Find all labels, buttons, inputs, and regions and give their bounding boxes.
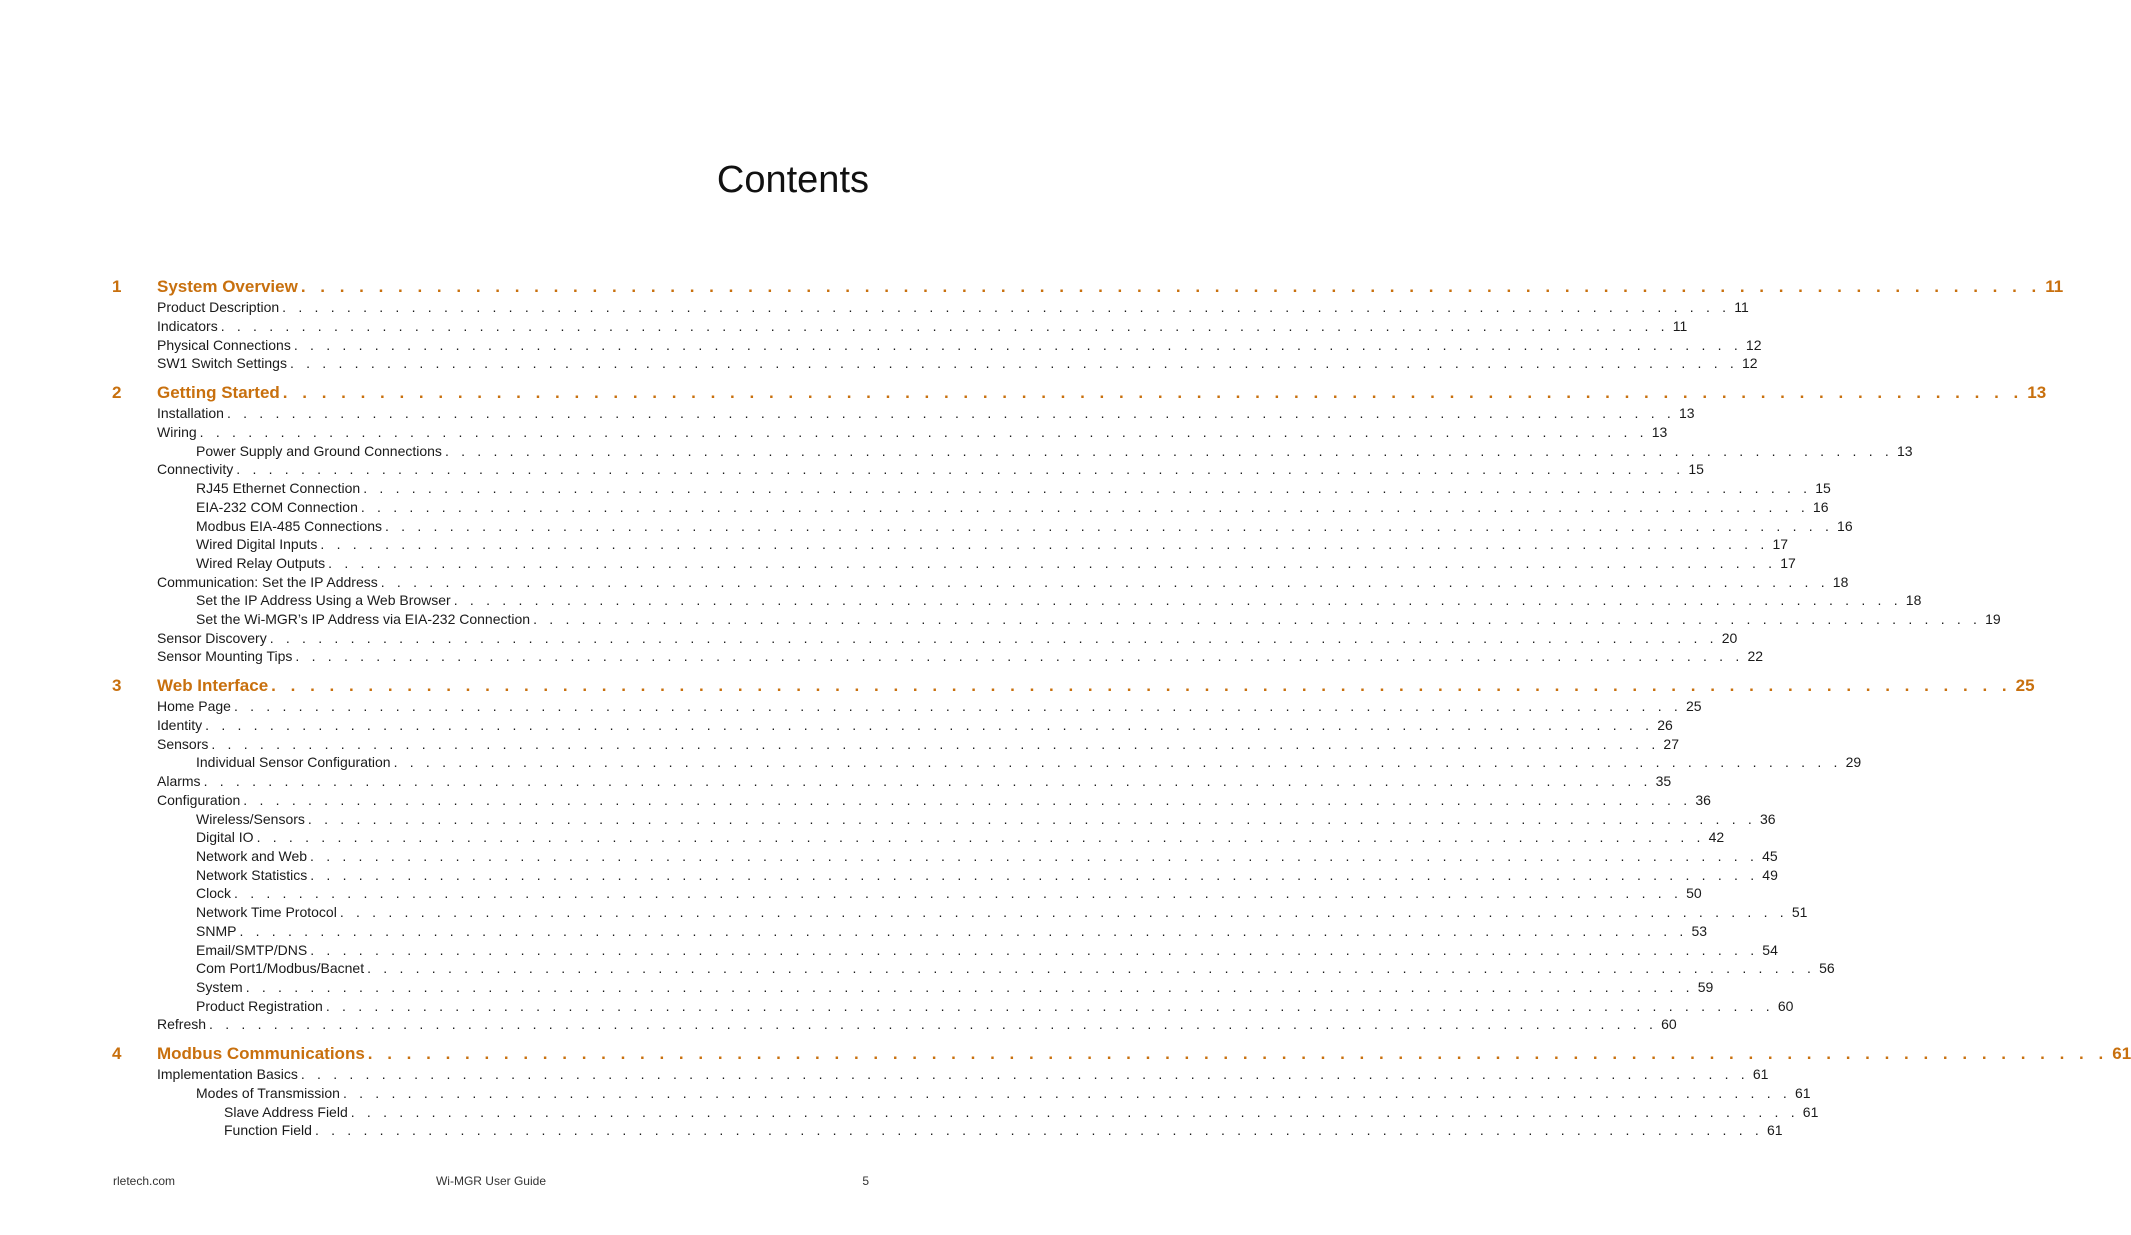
toc-entry[interactable]: [196, 554, 1796, 572]
entry-page: 61: [1752, 1066, 1769, 1082]
dot-leader: . . . . . . . . . . . . . . . . . . . . . . . . . . . . . . . . . . . . . . . . . . . . . . . . . . . . . . . . . . . . . . . . . . . . . . . . . . . . . . . . . . . . . . . . . .: [360, 499, 1809, 515]
dot-leader: . . . . . . . . . . . . . . . . . . . . . . . . . . . . . . . . . . . . . . . . . . . . . . . . . . . . . . . . . . . . . . . . . . . . . . . . . . . . . . . . . . . . . . . . . .: [300, 1066, 1749, 1082]
entry-title: Function Field: [224, 1122, 312, 1138]
entry-page: 13: [1678, 405, 1695, 421]
entry-title: Sensor Discovery: [157, 630, 267, 646]
toc-entry[interactable]: [157, 791, 1711, 809]
toc-entry[interactable]: [224, 1121, 1783, 1139]
entry-page: 49: [1762, 867, 1778, 883]
entry-page: 50: [1686, 885, 1702, 901]
dot-leader: . . . . . . . . . . . . . . . . . . . . . . . . . . . . . . . . . . . . . . . . . . . . . . . . . . . . . . . . . . . . . . . . . . . . . . . . . . . . . . . . . . . . . . . . . .: [310, 867, 1759, 883]
entry-title: Wired Relay Outputs: [196, 555, 326, 571]
chapter-page: 61: [2112, 1044, 2131, 1063]
entry-title: Product Registration: [196, 998, 323, 1014]
toc-entry[interactable]: [196, 591, 1922, 609]
entry-title: Identity: [157, 717, 203, 733]
entry-page: 19: [1985, 611, 2001, 627]
toc-entry[interactable]: [196, 498, 1829, 516]
chapter-page: 13: [2027, 383, 2047, 402]
entry-page: 13: [1896, 443, 1913, 459]
chapter-number: 2: [112, 383, 122, 402]
toc-entry[interactable]: [157, 1065, 1769, 1083]
entry-title: Com Port1/Modbus/Bacnet: [196, 960, 365, 976]
toc-entry[interactable]: [157, 735, 1679, 753]
toc-entry[interactable]: [196, 442, 1913, 460]
entry-page: 22: [1747, 648, 1764, 664]
entry-title: Modes of Transmission: [196, 1085, 340, 1101]
entry-title: Indicators: [157, 318, 218, 334]
entry-page: 18: [1832, 574, 1849, 590]
dot-leader: . . . . . . . . . . . . . . . . . . . . . . . . . . . . . . . . . . . . . . . . . . . . . . . . . . . . . . . . . . . . . . . . . . . . . . . . . . . . . . . . . . . . . . . . . .: [444, 443, 1893, 459]
entry-title: RJ45 Ethernet Connection: [196, 480, 361, 496]
entry-page: 12: [1741, 355, 1758, 371]
chapter-number: 4: [112, 1044, 122, 1063]
chapter-title: System Overview: [157, 277, 298, 296]
entry-title: Wireless/Sensors: [196, 811, 305, 827]
footer-page-number: 5: [862, 1174, 869, 1188]
entry-title: Clock: [196, 885, 232, 901]
entry-title: Set the Wi-MGR’s IP Address via EIA-232 Connection: [196, 611, 531, 627]
entry-page: 18: [1905, 592, 1922, 608]
entry-title: Physical Connections: [157, 337, 291, 353]
toc-entry[interactable]: [196, 884, 1702, 902]
toc-entry[interactable]: [157, 1015, 1677, 1033]
entry-page: 35: [1655, 773, 1672, 789]
page-title: Contents: [716, 159, 869, 201]
dot-leader: . . . . . . . . . . . . . . . . . . . . . . . . . . . . . . . . . . . . . . . . . . . . . . . . . . . . . . . . . . . . . . . . . . . . . . . . . . . . . . . . . . . . . . . . . .: [205, 717, 1654, 733]
toc-entry[interactable]: [196, 959, 1835, 977]
entry-page: 54: [1762, 942, 1778, 958]
dot-leader: . . . . . . . . . . . . . . . . . . . . . . . . . . . . . . . . . . . . . . . . . . . . . . . . . . . . . . . . . . . . . . . . . . . . . . . . . . . . . . . . . . . . . . . . . .: [320, 536, 1769, 552]
entry-page: 20: [1721, 630, 1738, 646]
dot-leader: . . . . . . . . . . . . . . . . . . . . . . . . . . . . . . . . . . . . . . . . . . . . . . . . . . . . . . . . . . . . . . . . . . . . . . . . . . . . . . . . . . . . . . . . . .: [211, 736, 1660, 752]
entry-title: Digital IO: [196, 829, 254, 845]
entry-page: 27: [1663, 736, 1679, 752]
toc-entry[interactable]: [196, 866, 1778, 884]
dot-leader: . . . . . . . . . . . . . . . . . . . . . . . . . . . . . . . . . . . . . . . . . . . . . . . . . . . . . . . . . . . . . . . . . . . . . . . . . . . . . . . . . . . . . . . . . .: [310, 848, 1759, 864]
dot-leader: . . . . . . . . . . . . . . . . . . . . . . . . . . . . . . . . . . . . . . . . . . . . . . . . . . . . . . . . . . . . . . . . . . . . . . . . . . . . . . . . . . . . . . . . . .: [245, 979, 1694, 995]
dot-leader: . . . . . . . . . . . . . . . . . . . . . . . . . . . . . . . . . . . . . . . . . . . . . . . . . . . . . . . . . . . . . . . . . . . . . . . . . . . . . . . . . . . . . . . . . .: [314, 1122, 1763, 1138]
entry-page: 15: [1688, 461, 1704, 477]
entry-page: 29: [1845, 754, 1862, 770]
dot-leader: . . . . . . . . . . . . . . . . . . . . . . . . . . . . . . . . . . . . . . . . . . . . . . . . . . . . . . . . . . . . . . . . . . . . . . . . . . . . . . . . . . . . . . . . . .: [393, 754, 1842, 770]
entry-title: Email/SMTP/DNS: [196, 942, 308, 958]
dot-leader: . . . . . . . . . . . . . . . . . . . . . . . . . . . . . . . . . . . . . . . . . . . . . . . . . . . . . . . . . . . . . . . . . . . . . . . . . . . . . . . . . . . . . . . . . .: [209, 1016, 1658, 1032]
entry-page: 17: [1780, 555, 1796, 571]
dot-leader: . . . . . . . . . . . . . . . . . . . . . . . . . . . . . . . . . . . . . . . . . . . . . . . . . . . . . . . . . . . . . . . . . . . . . . . . . . . . . . . . . . . . . . . . . .: [293, 337, 1742, 353]
toc-entry[interactable]: [157, 629, 1738, 647]
dot-leader: . . . . . . . . . . . . . . . . . . . . . . . . . . . . . . . . . . . . . . . . . . . . . . . . . . . . . . . . . . . . . . . . . . . . . . . . . . . . . . . . . . . . . . . . . .: [310, 942, 1759, 958]
entry-title: Set the IP Address Using a Web Browser: [196, 592, 451, 608]
toc-entry[interactable]: [157, 404, 1695, 422]
dot-leader: . . . . . . . . . . . . . . . . . . . . . . . . . . . . . . . . . . . . . . . . . . . . . . . . . . . . . . . . . . . . . . . . . . . . . . . . . . . . . . . . . . . . . . . . . .: [236, 461, 1685, 477]
dot-leader: . . . . . . . . . . . . . . . . . . . . . . . . . . . . . . . . . . . . . . . . . . . . . . . . . . . . . . . . . . . . . . . . . . . . . . . . . . . . . . . . . . . . . . . . . .: [300, 277, 2042, 296]
toc-entry[interactable]: [196, 978, 1714, 996]
chapter-title: Web Interface: [157, 676, 269, 695]
toc-entry[interactable]: [224, 1103, 1819, 1121]
toc-entry[interactable]: [157, 460, 1704, 478]
entry-title: Alarms: [157, 773, 201, 789]
entry-title: Power Supply and Ground Connections: [196, 443, 442, 459]
chapter-entry[interactable]: [157, 1044, 2131, 1064]
toc-entry[interactable]: [157, 317, 1688, 335]
dot-leader: . . . . . . . . . . . . . . . . . . . . . . . . . . . . . . . . . . . . . . . . . . . . . . . . . . . . . . . . . . . . . . . . . . . . . . . . . . . . . . . . . . . . . . . . . .: [533, 611, 1982, 627]
dot-leader: . . . . . . . . . . . . . . . . . . . . . . . . . . . . . . . . . . . . . . . . . . . . . . . . . . . . . . . . . . . . . . . . . . . . . . . . . . . . . . . . . . . . . . . . . .: [342, 1085, 1791, 1101]
toc-entry[interactable]: [196, 810, 1776, 828]
entry-title: SW1 Switch Settings: [157, 355, 287, 371]
entry-page: 53: [1691, 923, 1708, 939]
dot-leader: . . . . . . . . . . . . . . . . . . . . . . . . . . . . . . . . . . . . . . . . . . . . . . . . . . . . . . . . . . . . . . . . . . . . . . . . . . . . . . . . . . . . . . . . . .: [239, 923, 1688, 939]
dot-leader: . . . . . . . . . . . . . . . . . . . . . . . . . . . . . . . . . . . . . . . . . . . . . . . . . . . . . . . . . . . . . . . . . . . . . . . . . . . . . . . . . . . . . . . . . .: [307, 811, 1756, 827]
entry-page: 36: [1759, 811, 1776, 827]
chapter-entry[interactable]: [157, 277, 2064, 297]
entry-page: 56: [1819, 960, 1835, 976]
entry-title: Configuration: [157, 792, 241, 808]
toc-entry[interactable]: [196, 753, 1862, 771]
entry-title: Refresh: [157, 1016, 207, 1032]
entry-title: Connectivity: [157, 461, 234, 477]
footer-doc-title: Wi-MGR User Guide: [435, 1174, 546, 1188]
entry-page: 17: [1772, 536, 1789, 552]
entry-title: Sensors: [157, 736, 209, 752]
entry-title: Wiring: [157, 424, 197, 440]
entry-title: Home Page: [157, 698, 231, 714]
toc-entry[interactable]: [157, 336, 1762, 354]
chapter-title: Modbus Communications: [157, 1044, 365, 1063]
toc-entry[interactable]: [196, 941, 1778, 959]
toc-entry[interactable]: [196, 922, 1708, 940]
chapter-number: 3: [112, 676, 122, 695]
entry-title: Network Statistics: [196, 867, 308, 883]
toc-entry[interactable]: [157, 772, 1672, 790]
chapter-entry[interactable]: [157, 676, 2035, 696]
entry-title: Network and Web: [196, 848, 308, 864]
entry-page: 60: [1777, 998, 1794, 1014]
dot-leader: . . . . . . . . . . . . . . . . . . . . . . . . . . . . . . . . . . . . . . . . . . . . . . . . . . . . . . . . . . . . . . . . . . . . . . . . . . . . . . . . . . . . . . . . . .: [199, 424, 1648, 440]
dot-leader: . . . . . . . . . . . . . . . . . . . . . . . . . . . . . . . . . . . . . . . . . . . . . . . . . . . . . . . . . . . . . . . . . . . . . . . . . . . . . . . . . . . . . . . . . .: [233, 698, 1682, 714]
toc-entry[interactable]: [157, 647, 1764, 665]
dot-leader: . . . . . . . . . . . . . . . . . . . . . . . . . . . . . . . . . . . . . . . . . . . . . . . . . . . . . . . . . . . . . . . . . . . . . . . . . . . . . . . . . . . . . . . . . .: [226, 405, 1675, 421]
entry-page: 36: [1695, 792, 1711, 808]
entry-page: 51: [1791, 904, 1808, 920]
toc-entry[interactable]: [157, 697, 1702, 715]
entry-page: 11: [1734, 299, 1749, 315]
entry-page: 15: [1815, 480, 1831, 496]
entry-title: Installation: [157, 405, 224, 421]
toc-entry[interactable]: [196, 997, 1794, 1015]
entry-page: 42: [1708, 829, 1725, 845]
footer-website: rletech.com: [113, 1174, 176, 1188]
toc-entry[interactable]: [196, 610, 2001, 628]
entry-page: 12: [1745, 337, 1762, 353]
entry-title: Modbus EIA-485 Connections: [196, 518, 382, 534]
entry-title: Individual Sensor Configuration: [196, 754, 391, 770]
toc-entry[interactable]: [157, 423, 1668, 441]
dot-leader: . . . . . . . . . . . . . . . . . . . . . . . . . . . . . . . . . . . . . . . . . . . . . . . . . . . . . . . . . . . . . . . . . . . . . . . . . . . . . . . . . . . . . . . . . .: [367, 1044, 2109, 1063]
dot-leader: . . . . . . . . . . . . . . . . . . . . . . . . . . . . . . . . . . . . . . . . . . . . . . . . . . . . . . . . . . . . . . . . . . . . . . . . . . . . . . . . . . . . . . . . . .: [234, 885, 1683, 901]
chapter-title: Getting Started: [157, 383, 280, 402]
entry-page: 61: [1766, 1122, 1783, 1138]
entry-title: Implementation Basics: [157, 1066, 298, 1082]
dot-leader: . . . . . . . . . . . . . . . . . . . . . . . . . . . . . . . . . . . . . . . . . . . . . . . . . . . . . . . . . . . . . . . . . . . . . . . . . . . . . . . . . . . . . . . . . .: [289, 355, 1738, 371]
entry-page: 25: [1685, 698, 1702, 714]
entry-title: EIA-232 COM Connection: [196, 499, 358, 515]
entry-page: 16: [1837, 518, 1853, 534]
toc-entry[interactable]: [157, 298, 1749, 316]
dot-leader: . . . . . . . . . . . . . . . . . . . . . . . . . . . . . . . . . . . . . . . . . . . . . . . . . . . . . . . . . . . . . . . . . . . . . . . . . . . . . . . . . . . . . . . . . .: [256, 829, 1705, 845]
toc-entry[interactable]: [196, 479, 1831, 497]
entry-page: 45: [1762, 848, 1778, 864]
dot-leader: . . . . . . . . . . . . . . . . . . . . . . . . . . . . . . . . . . . . . . . . . . . . . . . . . . . . . . . . . . . . . . . . . . . . . . . . . . . . . . . . . . . . . . . . . .: [385, 518, 1834, 534]
entry-page: 60: [1661, 1016, 1677, 1032]
dot-leader: . . . . . . . . . . . . . . . . . . . . . . . . . . . . . . . . . . . . . . . . . . . . . . . . . . . . . . . . . . . . . . . . . . . . . . . . . . . . . . . . . . . . . . . . . .: [282, 299, 1731, 315]
entry-title: Communication: Set the IP Address: [157, 574, 378, 590]
toc-entry[interactable]: [157, 716, 1673, 734]
entry-page: 13: [1651, 424, 1668, 440]
entry-page: 26: [1657, 717, 1673, 733]
entry-page: 61: [1795, 1085, 1811, 1101]
entry-title: Sensor Mounting Tips: [157, 648, 293, 664]
entry-title: Network Time Protocol: [196, 904, 337, 920]
dot-leader: . . . . . . . . . . . . . . . . . . . . . . . . . . . . . . . . . . . . . . . . . . . . . . . . . . . . . . . . . . . . . . . . . . . . . . . . . . . . . . . . . . . . . . . . . .: [350, 1104, 1799, 1120]
entry-title: Wired Digital Inputs: [196, 536, 318, 552]
dot-leader: . . . . . . . . . . . . . . . . . . . . . . . . . . . . . . . . . . . . . . . . . . . . . . . . . . . . . . . . . . . . . . . . . . . . . . . . . . . . . . . . . . . . . . . . . .: [367, 960, 1816, 976]
entry-title: Slave Address Field: [224, 1104, 348, 1120]
entry-page: 11: [1672, 318, 1688, 334]
dot-leader: . . . . . . . . . . . . . . . . . . . . . . . . . . . . . . . . . . . . . . . . . . . . . . . . . . . . . . . . . . . . . . . . . . . . . . . . . . . . . . . . . . . . . . . . . .: [282, 383, 2024, 402]
toc-entry[interactable]: [196, 828, 1725, 846]
entry-page: 59: [1697, 979, 1714, 995]
dot-leader: . . . . . . . . . . . . . . . . . . . . . . . . . . . . . . . . . . . . . . . . . . . . . . . . . . . . . . . . . . . . . . . . . . . . . . . . . . . . . . . . . . . . . . . . . .: [203, 773, 1652, 789]
chapter-page: 25: [2015, 676, 2035, 695]
dot-leader: . . . . . . . . . . . . . . . . . . . . . . . . . . . . . . . . . . . . . . . . . . . . . . . . . . . . . . . . . . . . . . . . . . . . . . . . . . . . . . . . . . . . . . . . . .: [328, 555, 1777, 571]
toc-entry[interactable]: [196, 517, 1853, 535]
entry-page: 16: [1812, 499, 1829, 515]
entry-title: SNMP: [196, 923, 237, 939]
dot-leader: . . . . . . . . . . . . . . . . . . . . . . . . . . . . . . . . . . . . . . . . . . . . . . . . . . . . . . . . . . . . . . . . . . . . . . . . . . . . . . . . . . . . . . . . . .: [453, 592, 1902, 608]
entry-title: System: [196, 979, 243, 995]
dot-leader: . . . . . . . . . . . . . . . . . . . . . . . . . . . . . . . . . . . . . . . . . . . . . . . . . . . . . . . . . . . . . . . . . . . . . . . . . . . . . . . . . . . . . . . . . .: [339, 904, 1788, 920]
dot-leader: . . . . . . . . . . . . . . . . . . . . . . . . . . . . . . . . . . . . . . . . . . . . . . . . . . . . . . . . . . . . . . . . . . . . . . . . . . . . . . . . . . . . . . . . . .: [363, 480, 1812, 496]
toc-entry[interactable]: [196, 903, 1808, 921]
toc-entry[interactable]: [157, 573, 1849, 591]
dot-leader: . . . . . . . . . . . . . . . . . . . . . . . . . . . . . . . . . . . . . . . . . . . . . . . . . . . . . . . . . . . . . . . . . . . . . . . . . . . . . . . . . . . . . . . . . .: [271, 676, 2012, 695]
toc-entry[interactable]: [196, 847, 1778, 865]
toc-entry[interactable]: [196, 1084, 1811, 1102]
dot-leader: . . . . . . . . . . . . . . . . . . . . . . . . . . . . . . . . . . . . . . . . . . . . . . . . . . . . . . . . . . . . . . . . . . . . . . . . . . . . . . . . . . . . . . . . . .: [325, 998, 1774, 1014]
toc-entry[interactable]: [157, 354, 1758, 372]
dot-leader: . . . . . . . . . . . . . . . . . . . . . . . . . . . . . . . . . . . . . . . . . . . . . . . . . . . . . . . . . . . . . . . . . . . . . . . . . . . . . . . . . . . . . . . . . .: [243, 792, 1692, 808]
dot-leader: . . . . . . . . . . . . . . . . . . . . . . . . . . . . . . . . . . . . . . . . . . . . . . . . . . . . . . . . . . . . . . . . . . . . . . . . . . . . . . . . . . . . . . . . . .: [269, 630, 1718, 646]
entry-page: 61: [1802, 1104, 1819, 1120]
chapter-page: 11: [2045, 277, 2064, 296]
toc-entry[interactable]: [196, 535, 1789, 553]
dot-leader: . . . . . . . . . . . . . . . . . . . . . . . . . . . . . . . . . . . . . . . . . . . . . . . . . . . . . . . . . . . . . . . . . . . . . . . . . . . . . . . . . . . . . . . . . .: [220, 318, 1669, 334]
dot-leader: . . . . . . . . . . . . . . . . . . . . . . . . . . . . . . . . . . . . . . . . . . . . . . . . . . . . . . . . . . . . . . . . . . . . . . . . . . . . . . . . . . . . . . . . . .: [380, 574, 1829, 590]
chapter-entry[interactable]: [157, 383, 2047, 403]
chapter-number: 1: [112, 277, 122, 296]
entry-title: Product Description: [157, 299, 280, 315]
dot-leader: . . . . . . . . . . . . . . . . . . . . . . . . . . . . . . . . . . . . . . . . . . . . . . . . . . . . . . . . . . . . . . . . . . . . . . . . . . . . . . . . . . . . . . . . . .: [295, 648, 1744, 664]
